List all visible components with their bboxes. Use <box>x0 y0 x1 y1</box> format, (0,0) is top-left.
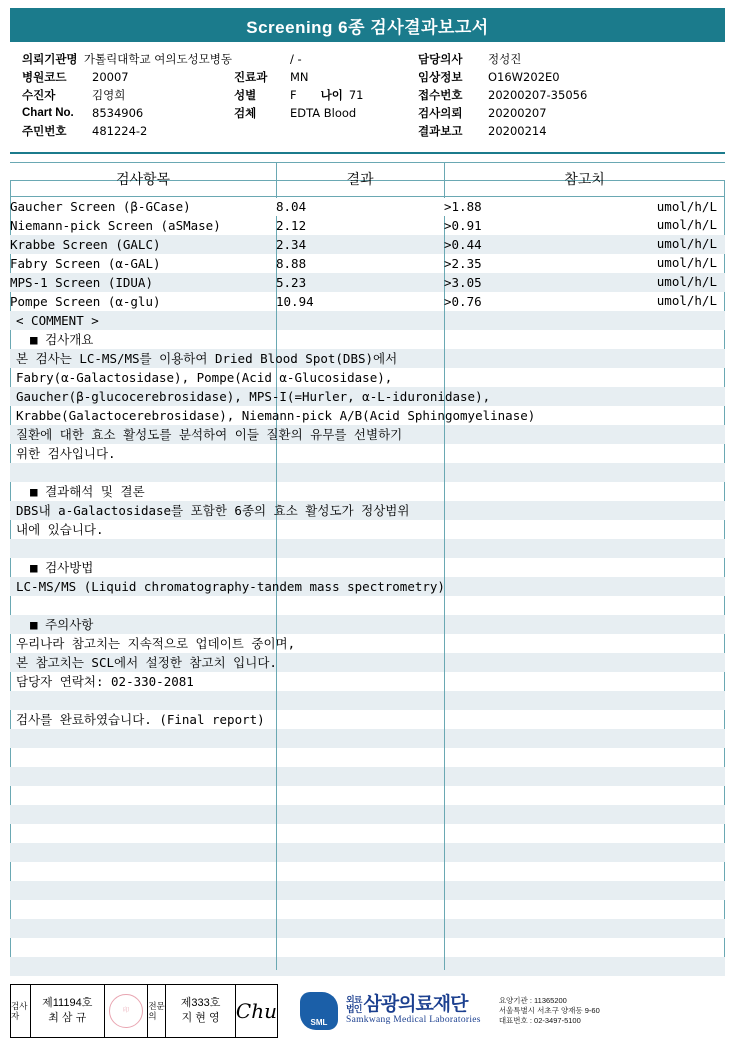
comment-section <box>10 311 725 729</box>
comment-line: 본 검사는 LC-MS/MS를 이용하여 Dried Blood Spot(DBS)에서 <box>16 350 398 366</box>
comment-line: 우리나라 참고치는 지속적으로 업데이트 중이며, <box>16 635 296 651</box>
zebra-stripe <box>10 786 725 805</box>
ref-value: >0.76 <box>444 293 482 309</box>
zebra-stripe <box>10 862 725 881</box>
zebra-stripe <box>10 767 725 786</box>
info-row <box>418 86 718 104</box>
ref-unit: umol/h/L <box>656 274 717 289</box>
comment-line: 위한 검사입니다. <box>16 445 116 461</box>
ref-unit: umol/h/L <box>656 293 717 308</box>
info-row <box>22 86 232 104</box>
th-result: 결과 <box>276 163 444 197</box>
comment-line: LC-MS/MS (Liquid chromatography-tandem mass spectrometry) <box>16 578 445 594</box>
cell-result: 2.12 <box>276 217 307 233</box>
comment-heading: < COMMENT > <box>16 312 99 328</box>
info-value: O16W202E0 <box>488 70 560 84</box>
info-label: Chart No. <box>22 107 74 119</box>
ref-unit: umol/h/L <box>656 255 717 270</box>
info-value: 20200207 <box>488 106 547 120</box>
header-divider <box>10 152 725 154</box>
lab-addr-line1: 요양기관 : 11365200 <box>498 996 567 1005</box>
info-label: 진료과 <box>234 72 268 84</box>
seal-icon: 印 <box>109 994 143 1028</box>
cell-result: 10.94 <box>276 293 314 309</box>
zebra-stripe <box>10 919 725 938</box>
th-ref: 참고치 <box>444 163 725 197</box>
comment-line: DBS내 a-Galactosidase를 포함한 6종의 효소 활성도가 정상범위 <box>16 502 410 518</box>
lab-address <box>499 996 600 1026</box>
license1-no: 제11194호 <box>42 997 93 1009</box>
table-row <box>10 273 725 292</box>
info-value: 481224-2 <box>92 124 148 138</box>
specialist-vertical-label-text: 전문의 <box>148 1001 165 1021</box>
patient-info-column-mid <box>234 50 414 122</box>
comment-line: Krabbe(Galactocerebrosidase), Niemann-pick A/B(Acid Sphingomyelinase) <box>16 407 536 423</box>
cell-item: Fabry Screen (α-GAL) <box>10 255 161 271</box>
lab-addr-line2: 서울특별시 서초구 양재동 9-60 <box>498 1006 600 1015</box>
info-sublabel: 나이 <box>320 90 343 102</box>
zebra-stripe <box>10 824 725 843</box>
info-label: 임상정보 <box>418 72 463 84</box>
info-label: 의뢰기관명 <box>22 54 78 66</box>
comment-line: Fabry(α-Galactosidase), Pompe(Acid α-Glucosidase), <box>16 369 393 385</box>
ref-value: >3.05 <box>444 274 482 290</box>
cell-ref <box>444 235 725 254</box>
ref-unit: umol/h/L <box>656 217 717 232</box>
ref-value: >2.35 <box>444 255 482 271</box>
cell-ref <box>444 197 725 216</box>
info-value: 8534906 <box>92 106 144 120</box>
cell-result: 8.04 <box>276 198 307 214</box>
cell-item: Gaucher Screen (β-GCase) <box>10 198 191 214</box>
comment-line: 본 참고치는 SCL에서 설정한 참고치 입니다. <box>16 654 277 670</box>
cell-ref <box>444 292 725 311</box>
comment-section-heading: ■ 검사방법 <box>10 558 725 577</box>
info-row <box>418 68 718 86</box>
info-row <box>234 86 414 104</box>
lab-name-en: Samkwang Medical Laboratories <box>346 1015 481 1025</box>
tester-vertical-label-text: 검사자 <box>11 1001 28 1021</box>
info-row <box>22 50 232 68</box>
table-vline-2 <box>444 162 445 198</box>
info-row <box>22 122 232 140</box>
license1-name: 최 삼 규 <box>48 1012 87 1024</box>
license2-name: 지 현 영 <box>181 1012 220 1024</box>
specialist-vertical-label <box>148 985 166 1037</box>
info-label: 수진자 <box>22 90 56 102</box>
ref-value: >0.44 <box>444 236 482 252</box>
info-label: 접수번호 <box>418 90 463 102</box>
ref-value: >0.91 <box>444 217 482 233</box>
info-row <box>22 104 232 122</box>
comment-line: 질환에 대한 효소 활성도를 분석하여 이들 질환의 유무를 선별하기 <box>16 426 403 442</box>
comment-lines <box>10 330 725 729</box>
stamp-cell <box>105 985 149 1037</box>
info-row <box>234 50 414 68</box>
license2-cell <box>166 985 236 1037</box>
report-page <box>0 8 735 1048</box>
info-label: 검사의뢰 <box>418 108 463 120</box>
comment-section-heading: ■ 결과해석 및 결론 <box>10 482 725 501</box>
comment-line <box>10 691 725 710</box>
info-label: 성별 <box>234 90 257 102</box>
info-label: 담당의사 <box>418 54 463 66</box>
ref-value: >1.88 <box>444 198 482 214</box>
cell-result: 5.23 <box>276 274 307 290</box>
table-vline-1 <box>276 162 277 198</box>
comment-line: Gaucher(β-glucocerebrosidase), MPS-I(=Hurler, α-L-iduronidase), <box>16 388 491 404</box>
cell-ref <box>444 254 725 273</box>
info-row <box>418 104 718 122</box>
cell-ref <box>444 273 725 292</box>
info-row <box>234 104 414 122</box>
info-value: 20007 <box>92 70 129 84</box>
cell-item: Krabbe Screen (GALC) <box>10 236 161 252</box>
info-value: 정성진 <box>488 52 522 66</box>
tester-vertical-label <box>11 985 31 1037</box>
table-row <box>10 254 725 273</box>
ref-unit: umol/h/L <box>656 198 717 214</box>
comment-line <box>10 596 725 615</box>
th-item: 검사항목 <box>10 163 276 197</box>
table-row <box>10 197 725 216</box>
info-value: 김영희 <box>92 88 126 102</box>
info-label: 결과보고 <box>418 126 463 138</box>
info-value: 20200207-35056 <box>488 88 588 102</box>
handwritten-signature: Chu <box>235 999 277 1023</box>
patient-info-column-right <box>418 50 718 140</box>
cell-item: MPS-1 Screen (IDUA) <box>10 274 153 290</box>
patient-info-column-left <box>22 50 232 140</box>
info-value: / - <box>290 52 302 66</box>
comment-line <box>10 463 725 482</box>
zebra-stripe <box>10 843 725 862</box>
report-footer <box>10 984 725 1038</box>
comment-section-heading: ■ 검사개요 <box>10 330 725 349</box>
info-value: 가톨릭대학교 여의도성모병동 <box>83 52 232 66</box>
zebra-stripe <box>10 900 725 919</box>
zebra-stripe <box>10 729 725 748</box>
lab-prefix-1: 외료 <box>346 995 362 1005</box>
info-row <box>22 68 232 86</box>
cell-result: 8.88 <box>276 255 307 271</box>
signature-box <box>10 984 278 1038</box>
lab-addr-line3: 대표번호 : 02-3497-5100 <box>498 1016 581 1025</box>
results-table <box>10 162 725 311</box>
info-label: 검체 <box>234 108 257 120</box>
info-row <box>418 50 718 68</box>
table-row <box>10 216 725 235</box>
cell-item: Pompe Screen (α-glu) <box>10 293 161 309</box>
info-label: 병원코드 <box>22 72 67 84</box>
info-label: 주민번호 <box>22 126 67 138</box>
results-table-wrap <box>10 162 725 311</box>
table-row <box>10 292 725 311</box>
patient-info <box>22 50 725 146</box>
info-subvalue: 71 <box>348 88 364 102</box>
cell-result: 2.34 <box>276 236 307 252</box>
table-row <box>10 235 725 254</box>
info-value: EDTA Blood <box>290 106 357 120</box>
zebra-stripe <box>10 748 725 767</box>
zebra-stripe <box>10 881 725 900</box>
comment-line: 담당자 연락처: 02-330-2081 <box>16 673 194 689</box>
info-row <box>418 122 718 140</box>
zebra-stripe <box>10 938 725 957</box>
lab-name-block <box>346 996 481 1026</box>
lab-prefix <box>346 996 361 1014</box>
lab-logo <box>300 984 600 1038</box>
info-value: 20200214 <box>488 124 547 138</box>
cell-item: Niemann-pick Screen (aSMase) <box>10 217 221 233</box>
comment-line: 내에 있습니다. <box>16 521 104 537</box>
cell-ref <box>444 216 725 235</box>
info-value: MN <box>290 70 309 84</box>
license1-cell <box>31 985 105 1037</box>
lab-name-kr <box>346 996 481 1014</box>
ref-unit: umol/h/L <box>656 236 717 251</box>
license2-no: 제333호 <box>180 997 221 1009</box>
info-row <box>234 68 414 86</box>
zebra-stripe <box>10 805 725 824</box>
comment-section-heading: ■ 주의사항 <box>10 615 725 634</box>
report-title: Screening 6종 검사결과보고서 <box>10 8 725 42</box>
lab-name-kr-text: 삼광의료재단 <box>363 994 468 1016</box>
lab-prefix-2: 법인 <box>346 1004 362 1014</box>
comment-line: 검사를 완료하였습니다. (Final report) <box>16 711 265 727</box>
sml-logo-icon: SML <box>300 992 338 1030</box>
comment-line <box>10 539 725 558</box>
table-header-row <box>10 163 725 197</box>
zebra-stripe <box>10 957 725 976</box>
info-value: F <box>290 88 297 102</box>
